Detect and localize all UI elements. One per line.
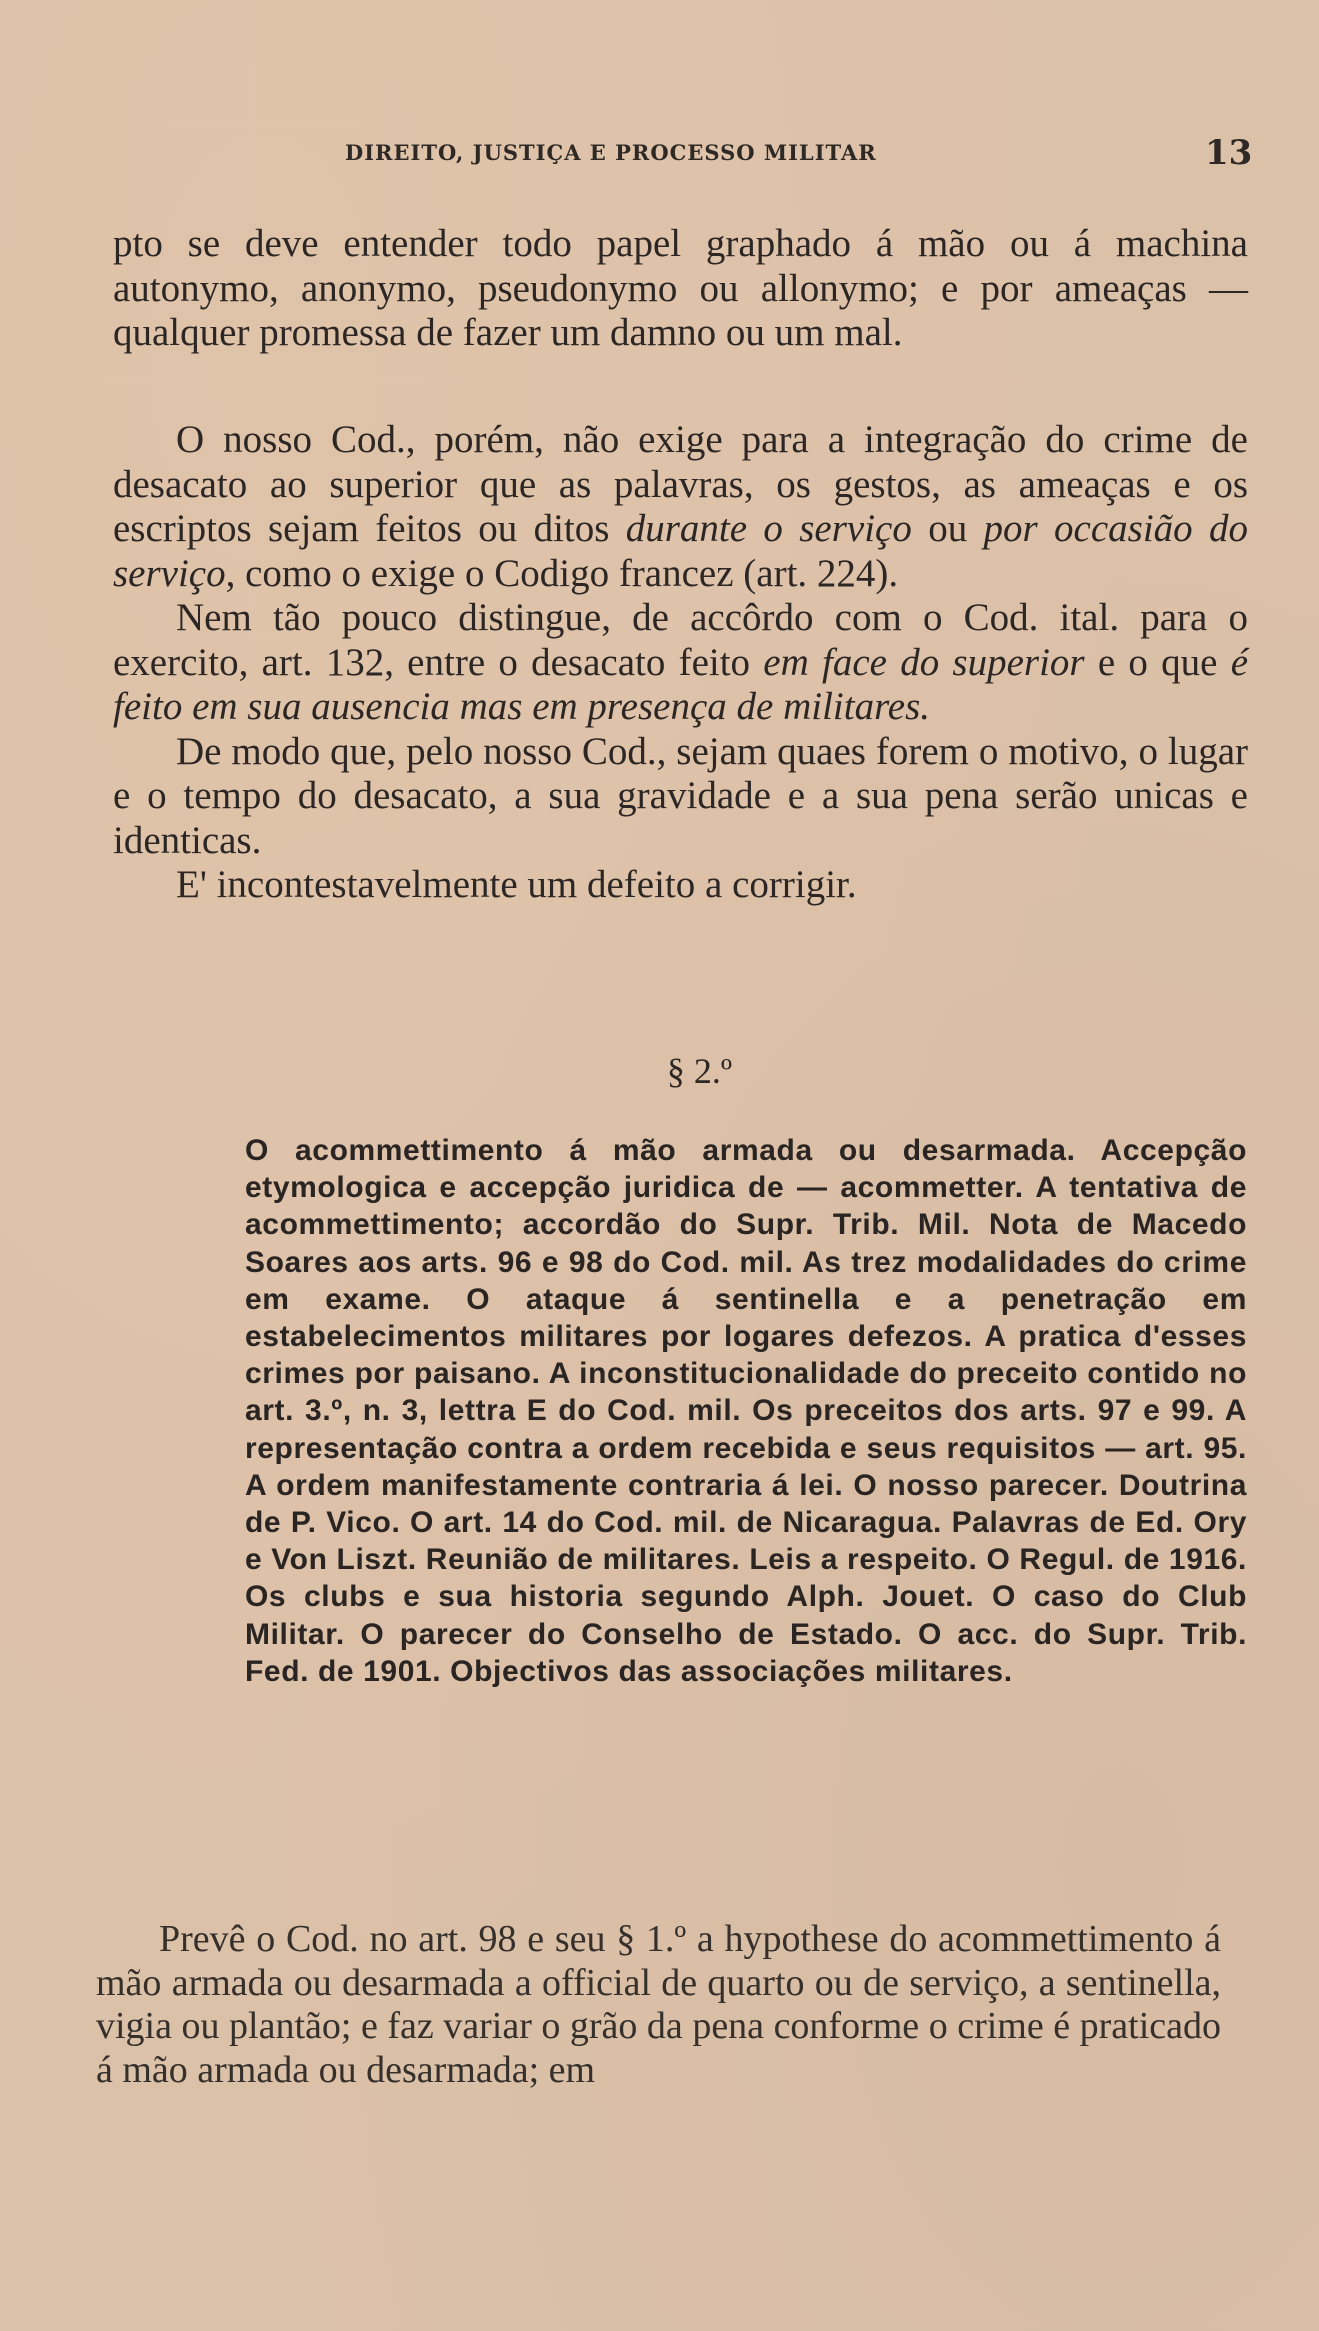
body-paragraphs: [113, 418, 1248, 908]
paragraph-3-italic-a: em face do superior: [763, 640, 1085, 684]
section-summary: [245, 1132, 1247, 1690]
paragraph-2-text-a: O nosso Cod., porém, não exige para a integração do crime de desacato ao superior que as palavras, os gestos, as ameaças e os escriptos sejam feitos ou ditos: [113, 418, 1248, 550]
body-paragraph-continued: [113, 222, 1248, 356]
paragraph-4: De modo que, pelo nosso Cod., sejam quaes forem o motivo, o lugar e o tempo do desacato, a sua gravidade e a sua pena serão unicas e identicas.: [113, 729, 1248, 862]
paragraph-5: E' incontestavelmente um defeito a corrigir.: [176, 863, 857, 906]
paragraph-2-italic-a: durante o serviço: [625, 507, 912, 550]
paragraph-3-italic-b: é feito em sua ausencia mas em presença de militares.: [113, 640, 1249, 728]
page-number: 13: [1205, 133, 1253, 173]
paragraph-6: Prevê o Cod. no art. 98 e seu § 1.º a hypothese do acommettimento á mão armada ou desarmada a official de quarto ou de serviço, a sentinella, vigia ou plantão; e faz variar o grão da pena conforme o crime é praticado á mão armada ou desarmada; em: [96, 1918, 1221, 2091]
section-summary-text: O acommettimento á mão armada ou desarmada. Accepção etymologica e accepção juridica de — acommetter. A tentativa de acommettimento; accordão do Supr. Trib. Mil. Nota de Macedo Soares aos arts. 96 e 98 do Cod. mil. As trez modalidades do crime em exame. O ataque á sentinella e a penetração em estabelecimentos militares por logares defezos. A pratica d'esses crimes por paisano. A inconstitucionalidade do preceito contido no art. 3.º, n. 3, lettra E do Cod. mil. Os preceitos dos arts. 97 e 99. A representação contra a ordem recebida e seus requisitos — art. 95. A ordem manifestamente contraria á lei. O nosso parecer. Doutrina de P. Vico. O art. 14 do Cod. mil. de Nicaragua. Palavras de Ed. Ory e Von Liszt. Reunião de militares. Leis a respeito. O Regul. de 1916. Os clubs e sua historia segundo Alph. Jouet. O caso do Club Militar. O parecer do Conselho de Estado. O acc. do Supr. Trib. Fed. de 1901. Objectivos das associações militares.: [245, 1134, 1247, 1688]
section-heading: § 2.º: [666, 1051, 733, 1091]
paragraph-3-text-b: e o que: [1084, 640, 1231, 684]
body-paragraph-tail: [96, 1918, 1221, 2092]
paragraph-2-italic-b: por occasião do serviço: [113, 507, 1249, 595]
paragraph-2-text-b: ou: [911, 507, 984, 550]
paragraph-1: pto se deve entender todo papel graphado á mão ou á machina autonymo, anonymo, pseudonymo ou allonymo; e por ameaças — qualquer promessa de fazer um damno ou um mal.: [113, 222, 1248, 354]
running-head: DIREITO, JUSTIÇA E PROCESSO MILITAR: [345, 140, 877, 165]
paragraph-2-text-c: , como o exige o Codigo francez (art. 224).: [225, 551, 899, 595]
paragraph-3: [113, 596, 1248, 730]
paragraph-2: [113, 418, 1248, 596]
paragraph-3-text-a: Nem tão pouco distingue, de accôrdo com o Cod. ital. para o exercito, art. 132, entre o desacato feito: [113, 596, 1248, 684]
